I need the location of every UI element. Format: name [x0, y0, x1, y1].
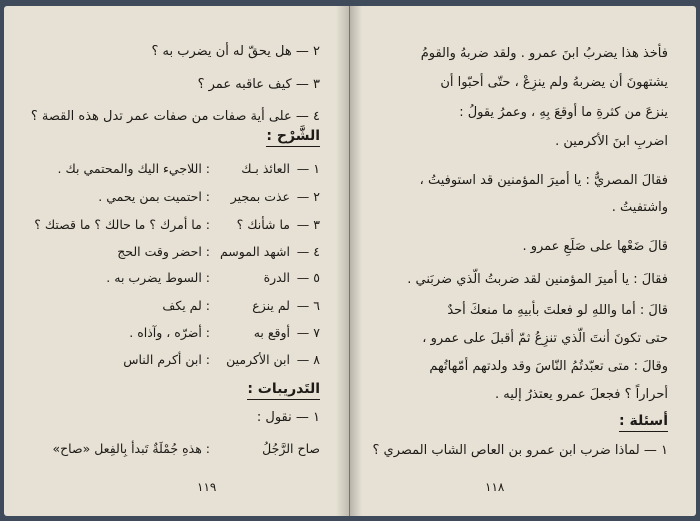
open-book	[4, 6, 696, 516]
glossary-num: ٨ —	[296, 352, 320, 367]
question-3: ٣ — كيف عاقبه عمر ؟	[197, 77, 320, 92]
glossary-def: : احضر وقت الحج	[117, 244, 210, 259]
text-line: اضربِ ابنَ الأكرمين .	[555, 134, 668, 149]
glossary-term: ما شأنك ؟	[236, 217, 290, 232]
text-line: قالَ ضَعْها على صَلَعِ عمرو .	[522, 239, 668, 254]
glossary-def: : احتميت بمن يحمي .	[98, 189, 210, 204]
text-line: فقالَ : يا أميرَ المؤمنين لقد ضربتُ الّذي ضربَني .	[407, 272, 668, 287]
glossary-term: لم ينزع	[252, 298, 290, 313]
right-page	[350, 6, 696, 516]
text-line: قالَ : أما واللهِ لو فعلتَ بأبيهِ ما منعكَ أحدٌ	[447, 303, 668, 318]
exercise-example-note: : هذهِ جُمْلَةٌ تَبدأ بِالفِعل «صاح»	[52, 441, 210, 456]
glossary-term: اشهد الموسم	[219, 244, 290, 259]
glossary-term: أوقع به	[253, 325, 290, 340]
glossary-num: ٤ —	[296, 244, 320, 259]
text-line: ينزعَ من كثرةِ ما أوقعَ بِهِ ، وعمرُ يقولُ :	[459, 105, 668, 120]
text-line: وقالَ : متى تعبّدتُمُ النّاسَ وقد ولدتهم أمّهاتُهم	[429, 359, 668, 374]
exercise-1: ١ — نقول :	[256, 410, 320, 425]
glossary-term: الدرة	[263, 270, 290, 285]
left-page	[4, 6, 350, 516]
gutter-shadow	[336, 6, 350, 516]
glossary-def: : اللاجيء اليك والمحتمي بك .	[57, 161, 210, 176]
glossary-def: : ما أمرك ؟ ما حالك ؟ ما قصتك ؟	[34, 217, 210, 232]
gutter-shadow	[350, 6, 362, 516]
text-line: أحراراً ؟ فجعلَ عمرو يعتذرُ إليه .	[495, 387, 668, 402]
glossary-num: ٥ —	[296, 270, 320, 285]
glossary-num: ١ —	[296, 161, 320, 176]
glossary-num: ٧ —	[296, 325, 320, 340]
glossary-def: : لم يكف	[162, 298, 210, 313]
glossary-def: : ابن أكرم الناس	[123, 352, 210, 367]
glossary-heading: الشَّرْح :	[266, 128, 320, 147]
glossary-num: ٦ —	[296, 298, 320, 313]
glossary-def: : أضرّه ، وآذاه .	[129, 325, 210, 340]
questions-heading: أسئلة :	[619, 413, 668, 432]
text-line: يشتهونَ أن يضربهُ ولم ينزِعْ ، حتّى أحبّوا أن	[440, 75, 668, 90]
page-number: ١١٩	[197, 480, 217, 494]
glossary-term: العائذ بـك	[241, 161, 290, 176]
text-line: حتى تكونَ أنتَ الّذي تنزِعُ ثمّ أقبلَ على عمرو ،	[422, 331, 668, 346]
glossary-term: عذت بمجير	[230, 189, 290, 204]
text-line: واشتفيتُ .	[611, 200, 668, 215]
glossary-num: ٢ —	[296, 189, 320, 204]
page-number: ١١٨	[485, 480, 505, 494]
exercises-heading: التَدريبات :	[247, 381, 320, 400]
exercise-example-word: صاح الرَّجُلُ	[262, 441, 320, 456]
question-2: ٢ — هل يحقّ له أن يضرب به ؟	[151, 44, 320, 59]
glossary-def: : السوط يضرب به .	[106, 270, 210, 285]
question-1: ١ — لماذا ضرب ابن عمرو بن العاص الشاب المصري ؟	[372, 443, 668, 458]
question-4: ٤ — على أية صفات من صفات عمر تدل هذه القصة ؟	[30, 109, 320, 124]
glossary-term: ابن الأكرمين	[226, 352, 290, 367]
glossary-num: ٣ —	[296, 217, 320, 232]
text-line: فقالَ المصريُّ : يا أميرَ المؤمنين قد استوفيتُ ،	[419, 173, 668, 188]
text-line: فأخذ هذا يضربُ ابنَ عمرو . ولقد ضربهُ والقومُ	[420, 46, 668, 61]
